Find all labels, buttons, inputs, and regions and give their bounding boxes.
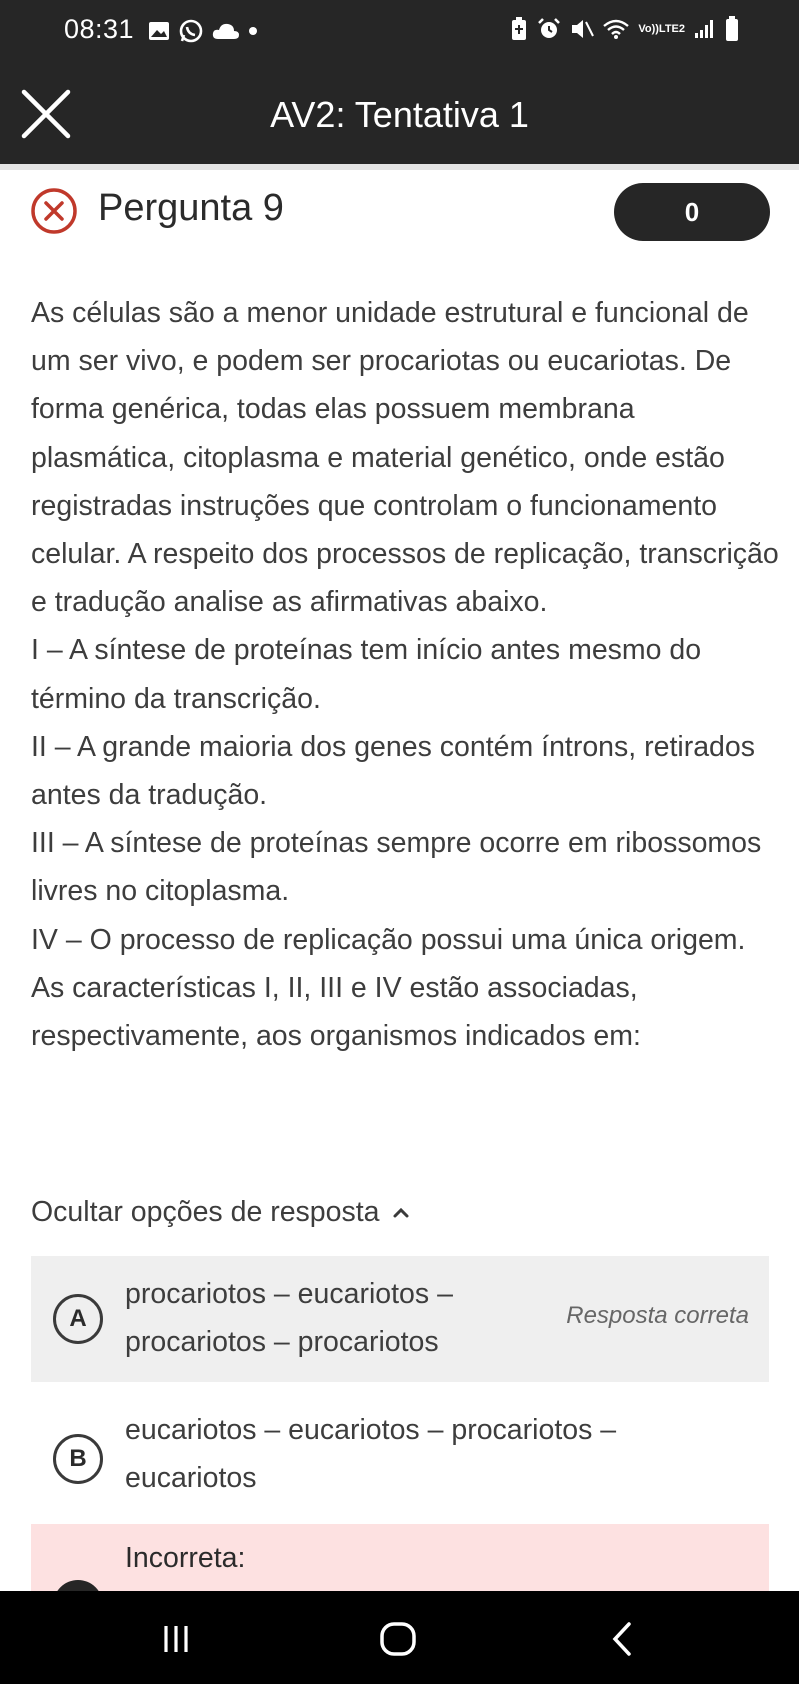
question-prompt: As características I, II, III e IV estão associadas, respectivamente, aos organismos indicados em: <box>31 971 641 1053</box>
back-icon <box>607 1619 637 1659</box>
home-button[interactable] <box>374 1615 422 1663</box>
option-text: procariotos – eucariotos – procariotos – procariotos <box>125 1278 453 1358</box>
question-body <box>31 289 781 1060</box>
page-title: AV2: Tentativa 1 <box>270 94 529 135</box>
battery-icon <box>725 16 739 42</box>
correct-answer-tag: Resposta correta <box>566 1302 749 1329</box>
answer-option-b[interactable] <box>31 1396 769 1508</box>
battery-saver-icon <box>510 17 528 41</box>
question-title: Pergunta 9 <box>98 187 284 229</box>
home-icon <box>378 1619 418 1659</box>
hide-options-label: Ocultar opções de resposta <box>31 1196 380 1228</box>
option-text: eucariotos – eucariotos – procariotos – eucariotos <box>125 1414 617 1494</box>
status-time: 08:31 <box>64 14 135 44</box>
app-bar <box>0 62 799 164</box>
dot-icon <box>248 26 258 36</box>
status-left-icons <box>148 18 258 44</box>
question-paragraph: As células são a menor unidade estrutural e funcional de um ser vivo, e podem ser procariotas ou eucariotas. De forma genérica, todas elas possuem membrana plasmática, citoplasma e material genético, onde estão registradas instruções que controlam o funcionamento celular. A respeito dos processos de replicação, transcrição e tradução analise as afirmativas abaixo. <box>31 297 779 619</box>
signal-icon <box>694 19 716 39</box>
incorrect-label: Incorreta: <box>125 1542 246 1574</box>
lte-label: LTE2 <box>658 22 685 35</box>
chevron-up-icon <box>392 1204 410 1222</box>
status-bar <box>0 0 799 62</box>
recent-apps-icon <box>158 1623 194 1655</box>
option-letter: B <box>53 1434 103 1484</box>
wifi-icon <box>603 18 629 40</box>
question-header <box>30 183 770 243</box>
divider <box>0 164 799 170</box>
question-statement: IV – O processo de replicação possui uma única origem. <box>31 923 746 956</box>
system-nav-bar <box>0 1591 799 1684</box>
question-statement: II – A grande maioria dos genes contém íntrons, retirados antes da tradução. <box>31 730 755 812</box>
mute-icon <box>570 18 594 40</box>
answer-option-a[interactable] <box>31 1256 769 1382</box>
recent-apps-button[interactable] <box>152 1615 200 1663</box>
x-circle-icon <box>30 187 78 235</box>
volte-label: Vo)) <box>638 22 659 35</box>
network-label <box>638 24 685 35</box>
question-statement: I – A síntese de proteínas tem início antes mesmo do término da transcrição. <box>31 634 702 715</box>
option-letter: A <box>53 1294 103 1344</box>
hide-options-toggle[interactable] <box>31 1196 410 1229</box>
back-button[interactable] <box>598 1615 646 1663</box>
whatsapp-icon <box>178 18 204 44</box>
alarm-icon <box>537 17 561 41</box>
gallery-icon <box>148 21 170 41</box>
score-badge: 0 <box>614 183 770 241</box>
cloud-icon <box>212 22 240 40</box>
question-statement: III – A síntese de proteínas sempre ocorre em ribossomos livres no citoplasma. <box>31 827 762 908</box>
status-right-icons <box>510 16 739 42</box>
